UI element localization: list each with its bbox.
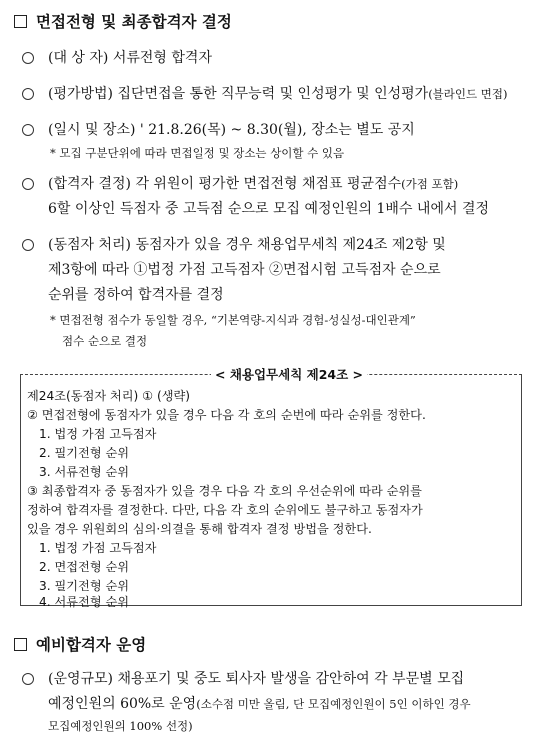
item-text: (동점자 처리) 동점자가 있을 경우 채용업무세칙 제24조 제2항 및	[48, 237, 446, 253]
item-text-continued: 제3항에 따라 ①법정 가점 고득점자 ②면접시험 고득점자 순으로	[48, 262, 441, 278]
rule-line: 3. 필기전형 순위	[39, 579, 130, 593]
note-tie-line1: * 면접전형 점수가 동일할 경우, “기본역량-지식과 경험-성실성-대인관계”	[50, 313, 416, 327]
list-item-method	[22, 83, 507, 103]
square-bullet-icon	[14, 638, 27, 651]
circle-bullet-icon	[22, 673, 34, 685]
section-title: 면접전형 및 최종합격자 결정	[36, 13, 232, 31]
item-text: (운영규모) 채용포기 및 중도 퇴사자 발생을 감안하여 각 부문별 모집	[48, 671, 465, 687]
rule-box	[20, 367, 522, 609]
section-header-interview	[14, 10, 232, 32]
rule-line: 4. 서류전형 순위	[39, 595, 130, 609]
square-bullet-icon	[14, 15, 27, 28]
section-title: 예비합격자 운영	[36, 636, 147, 654]
rule-line: ② 면접전형에 동점자가 있을 경우 다음 각 호의 순번에 따라 순위를 정한다.	[27, 408, 426, 422]
item-text-continued: 순위를 정하여 합격자를 결정	[48, 287, 224, 303]
section-header-reserve	[14, 633, 146, 655]
item-text: (대 상 자) 서류전형 합격자	[48, 50, 212, 66]
rule-line: 3. 서류전형 순위	[39, 465, 130, 479]
rule-line: 2. 필기전형 순위	[39, 446, 130, 460]
rule-box-title: < 채용업무세칙 제24조 >	[211, 365, 367, 383]
rule-line: 있을 경우 위원회의 심의·의결을 통해 합격자 결정 방법을 정한다.	[27, 522, 372, 536]
circle-bullet-icon	[22, 52, 34, 64]
list-item-tie	[22, 234, 446, 254]
note-tie-line2: 점수 순으로 결정	[62, 334, 148, 348]
item-text: (평가방법) 집단면접을 통한 직무능력 및 인성평가 및 인성평가	[48, 86, 429, 102]
rule-line: 1. 법정 가점 고득점자	[39, 427, 157, 441]
circle-bullet-icon	[22, 124, 34, 136]
item-text-continued: 6할 이상인 득점자 중 고득점 순으로 모집 예정인원의 1배수 내에서 결정	[48, 201, 489, 217]
item-text-continued	[48, 693, 471, 713]
rule-line: ③ 최종합격자 중 동점자가 있을 경우 다음 각 호의 우선순위에 따라 순위를	[27, 484, 422, 498]
rule-line: 제24조(동점자 처리) ① (생략)	[27, 389, 191, 403]
item-text-small: (가점 포함)	[401, 177, 459, 191]
circle-bullet-icon	[22, 88, 34, 100]
item-text-continued-small: 모집예정인원의 100% 선정)	[48, 719, 193, 733]
item-text: (일시 및 장소) ' 21.8.26(목) ~ 8.30(월), 장소는 별도 공지	[48, 122, 415, 138]
list-item-schedule	[22, 119, 415, 139]
list-item-target	[22, 47, 212, 67]
list-item-reserve-scale	[22, 668, 464, 688]
rule-line: 정하여 합격자를 결정한다. 다만, 다음 각 호의 순위에도 불구하고 동점자가	[27, 503, 423, 517]
list-item-decision	[22, 173, 458, 193]
note-schedule: * 모집 구분단위에 따라 면접일정 및 장소는 상이할 수 있음	[50, 146, 345, 160]
item-text: (합격자 결정) 각 위원이 평가한 면접전형 채점표 평균점수	[48, 176, 402, 192]
item-text: 예정인원의 60%로 운영	[48, 696, 197, 712]
item-text-small: (소수점 미만 올림, 단 모집예정인원이 5인 이하인 경우	[196, 697, 471, 711]
circle-bullet-icon	[22, 178, 34, 190]
item-text-small: (블라인드 면접)	[428, 87, 508, 101]
rule-line: 2. 면접전형 순위	[39, 560, 130, 574]
circle-bullet-icon	[22, 239, 34, 251]
rule-line: 1. 법정 가점 고득점자	[39, 541, 157, 555]
